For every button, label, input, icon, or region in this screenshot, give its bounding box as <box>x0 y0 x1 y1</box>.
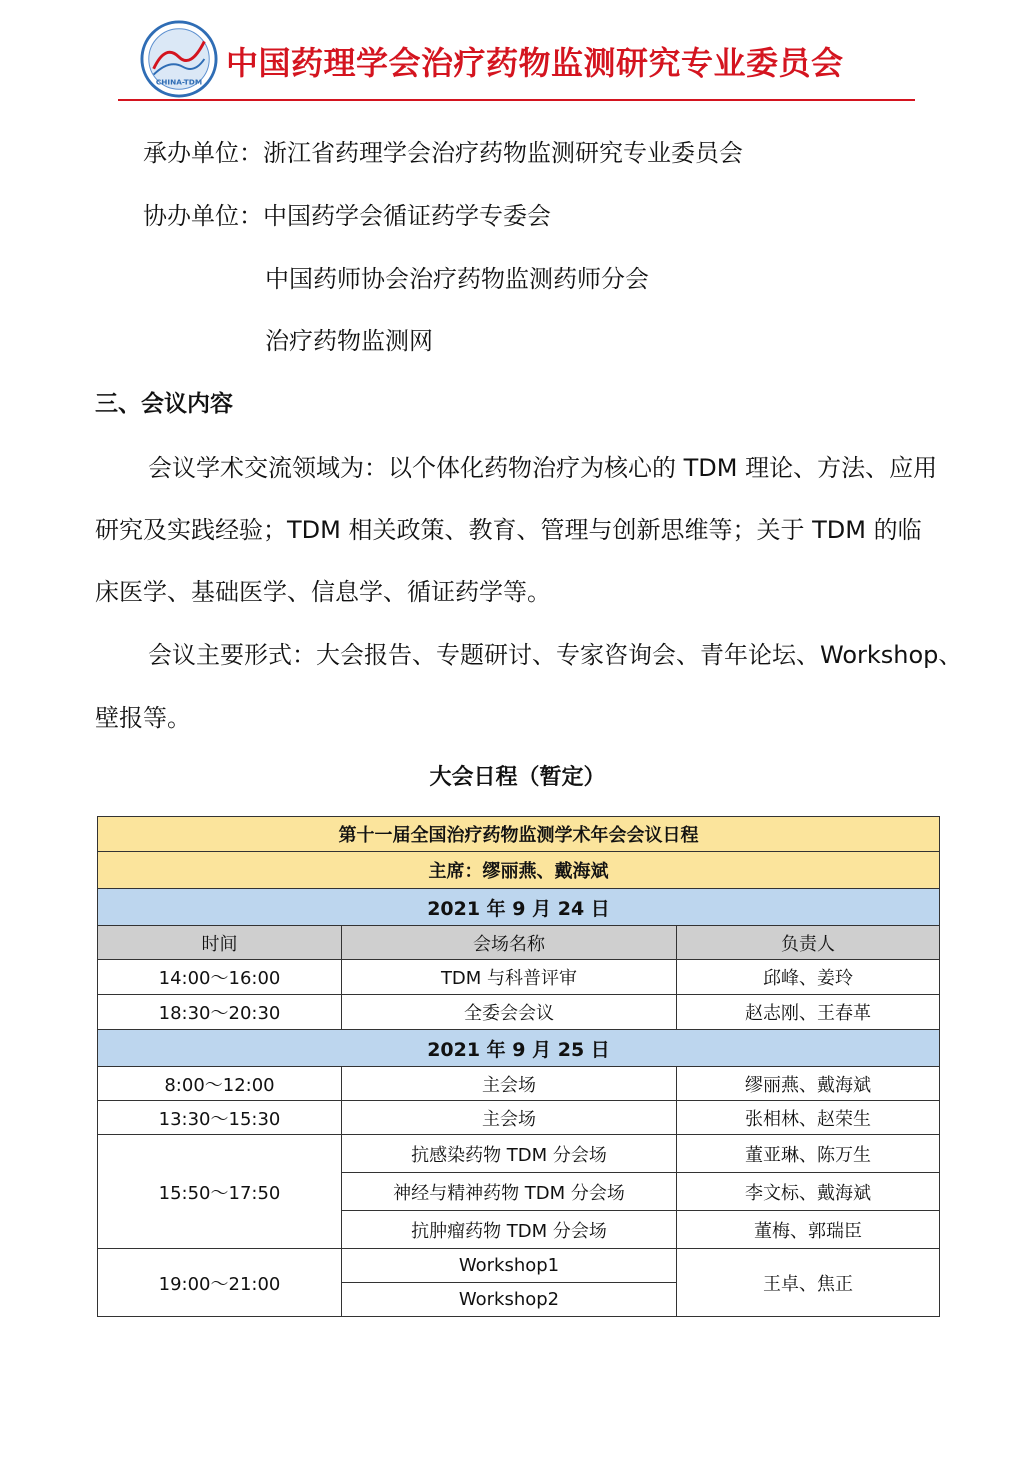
time-cell: 13:30～15:30 <box>98 1101 342 1135</box>
column-header-venue: 会场名称 <box>342 926 677 960</box>
paragraph-line: 床医学、基础医学、信息学、循证药学等。 <box>95 578 551 606</box>
venue-cell: TDM 与科普评审 <box>342 960 677 995</box>
section-heading: 三、会议内容 <box>95 391 233 417</box>
table-title: 第十一届全国治疗药物监测学术年会会议日程 <box>98 817 940 852</box>
date-cell: 2021 年 9 月 24 日 <box>98 889 940 926</box>
table-row <box>98 1101 940 1135</box>
header-row <box>98 926 940 960</box>
co-host-value: 治疗药物监测网 <box>265 327 433 355</box>
time-cell: 8:00～12:00 <box>98 1067 342 1101</box>
date-row <box>98 889 940 926</box>
lead-cell: 赵志刚、王春革 <box>677 995 940 1030</box>
schedule-title: 大会日程（暂定） <box>429 765 606 790</box>
time-cell: 15:50～17:50 <box>98 1135 342 1249</box>
table-row <box>98 995 940 1030</box>
co-host-value: 中国药师协会治疗药物监测药师分会 <box>265 265 649 293</box>
chair-cell: 主席：缪丽燕、戴海斌 <box>98 852 940 889</box>
china-tdm-logo <box>140 20 218 98</box>
time-cell: 18:30～20:30 <box>98 995 342 1030</box>
paragraph-line: 会议主要形式：大会报告、专题研讨、专家咨询会、青年论坛、Workshop、 <box>148 641 963 669</box>
lead-cell: 董亚琳、陈万生 <box>677 1135 940 1173</box>
host-unit-label: 承办单位： <box>143 139 263 167</box>
organization-title: 中国药理学会治疗药物监测研究专业委员会 <box>226 44 844 82</box>
schedule-table <box>97 816 940 1317</box>
co-host-label: 协办单位： <box>143 202 263 230</box>
venue-cell: Workshop1 <box>342 1249 677 1283</box>
time-cell: 19:00～21:00 <box>98 1249 342 1317</box>
table-title-row <box>98 817 940 852</box>
co-host-line <box>143 196 551 231</box>
lead-cell: 缪丽燕、戴海斌 <box>677 1067 940 1101</box>
table-row <box>98 1249 940 1283</box>
lead-cell: 董梅、郭瑞臣 <box>677 1211 940 1249</box>
paragraph-line: 壁报等。 <box>95 704 191 732</box>
venue-cell: 全委会会议 <box>342 995 677 1030</box>
column-header-lead: 负责人 <box>677 926 940 960</box>
date-row <box>98 1030 940 1067</box>
venue-cell: Workshop2 <box>342 1283 677 1317</box>
host-unit-line <box>143 133 743 168</box>
venue-cell: 抗感染药物 TDM 分会场 <box>342 1135 677 1173</box>
venue-cell: 抗肿瘤药物 TDM 分会场 <box>342 1211 677 1249</box>
svg-text:CHINA-TDM: CHINA-TDM <box>155 77 203 87</box>
header-divider <box>118 99 915 101</box>
lead-cell: 李文标、戴海斌 <box>677 1173 940 1211</box>
table-row <box>98 1135 940 1173</box>
table-row <box>98 960 940 995</box>
lead-cell: 邱峰、姜玲 <box>677 960 940 995</box>
column-header-time: 时间 <box>98 926 342 960</box>
venue-cell: 主会场 <box>342 1067 677 1101</box>
paragraph-line: 会议学术交流领域为：以个体化药物治疗为核心的 TDM 理论、方法、应用 <box>148 454 938 482</box>
table-row <box>98 1067 940 1101</box>
paragraph-line: 研究及实践经验；TDM 相关政策、教育、管理与创新思维等；关于 TDM 的临 <box>95 516 922 544</box>
co-host-value: 中国药学会循证药学专委会 <box>263 202 551 230</box>
host-unit-value: 浙江省药理学会治疗药物监测研究专业委员会 <box>263 139 743 167</box>
page-header <box>0 0 1035 110</box>
date-cell: 2021 年 9 月 25 日 <box>98 1030 940 1067</box>
lead-cell: 张相林、赵荣生 <box>677 1101 940 1135</box>
lead-cell: 王卓、焦正 <box>677 1249 940 1317</box>
venue-cell: 神经与精神药物 TDM 分会场 <box>342 1173 677 1211</box>
chair-row <box>98 852 940 889</box>
venue-cell: 主会场 <box>342 1101 677 1135</box>
time-cell: 14:00～16:00 <box>98 960 342 995</box>
